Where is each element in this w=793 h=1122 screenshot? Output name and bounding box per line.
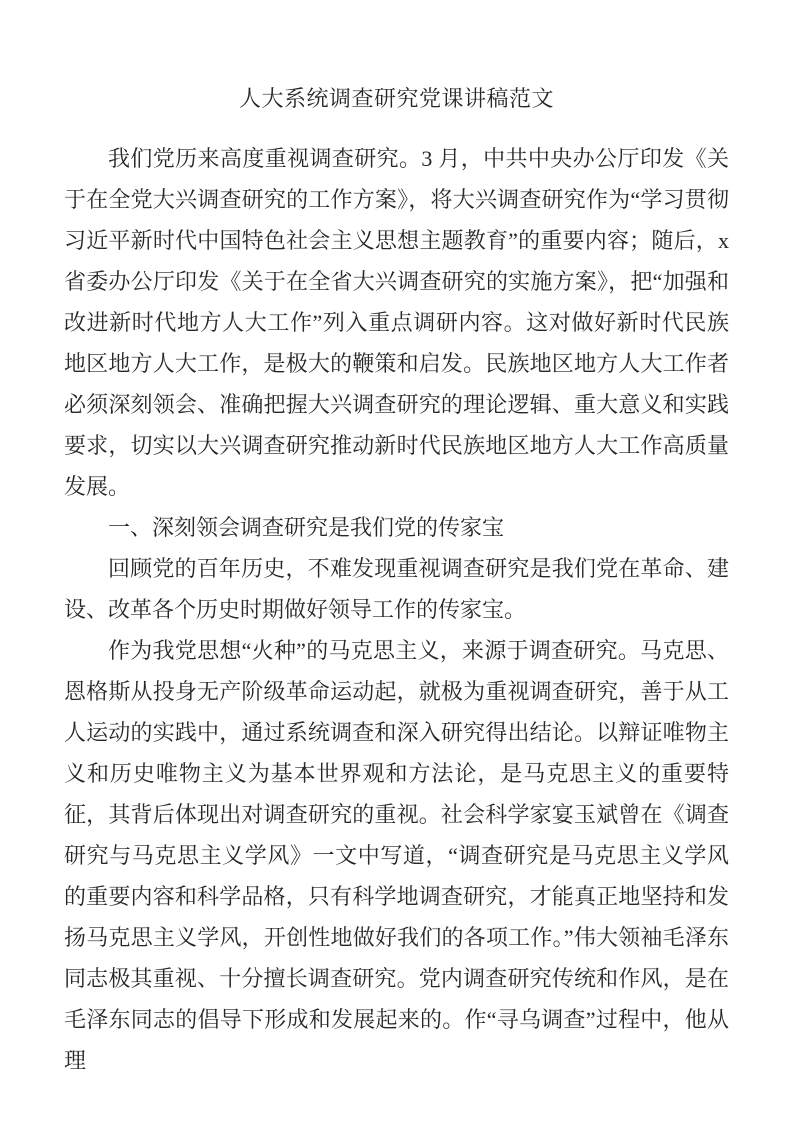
- paragraph: 我们党历来高度重视调查研究。3 月，中共中央办公厅印发《关于在全党大兴调查研究的工作方案》，将大兴调查研究作为“学习贯彻习近平新时代中国特色社会主义思想主题教育”的重要内容；随后，x 省委办公厅印发《关于在全省大兴调查研究的实施方案》，把“加强和改进新时代地方人大工作”列入重点调研内容。这对做好新时代民族地区地方人大工作，是极大的鞭策和启发。民族地区地方人大工作者必须深刻领会、准确把握大兴调查研究的理论逻辑、重大意义和实践要求，切实以大兴调查研究推动新时代民族地区地方人大工作高质量发展。: [64, 146, 729, 499]
- section-heading: 一、深刻领会调查研究是我们党的传家宝: [108, 515, 505, 540]
- document-title: 人大系统调查研究党课讲稿范文: [238, 86, 554, 111]
- paragraph: 作为我党思想“火种”的马克思主义，来源于调查研究。马克思、恩格斯从投身无产阶级革命运动起，就极为重视调查研究，善于从工人运动的实践中，通过系统调查和深入研究得出结论。以辩证唯物主义和历史唯物主义为基本世界观和方法论，是马克思主义的重要特征，其背后体现出对调查研究的重视。社会科学家宴玉斌曾在《调查研究与马克思主义学风》一文中写道，“调查研究是马克思主义学风的重要内容和科学品格，只有科学地调查研究，才能真正地坚持和发扬马克思主义学风，开创性地做好我们的各项工作。”伟大领袖毛泽东同志极其重视、十分擅长调查研究。党内调查研究传统和作风，是在毛泽东同志的倡导下形成和发展起来的。作“寻乌调查”过程中，他从理: [64, 638, 729, 1073]
- paragraph: 回顾党的百年历史，不难发现重视调查研究是我们党在革命、建设、改革各个历史时期做好领导工作的传家宝。: [64, 556, 729, 622]
- document-body: [64, 138, 729, 1081]
